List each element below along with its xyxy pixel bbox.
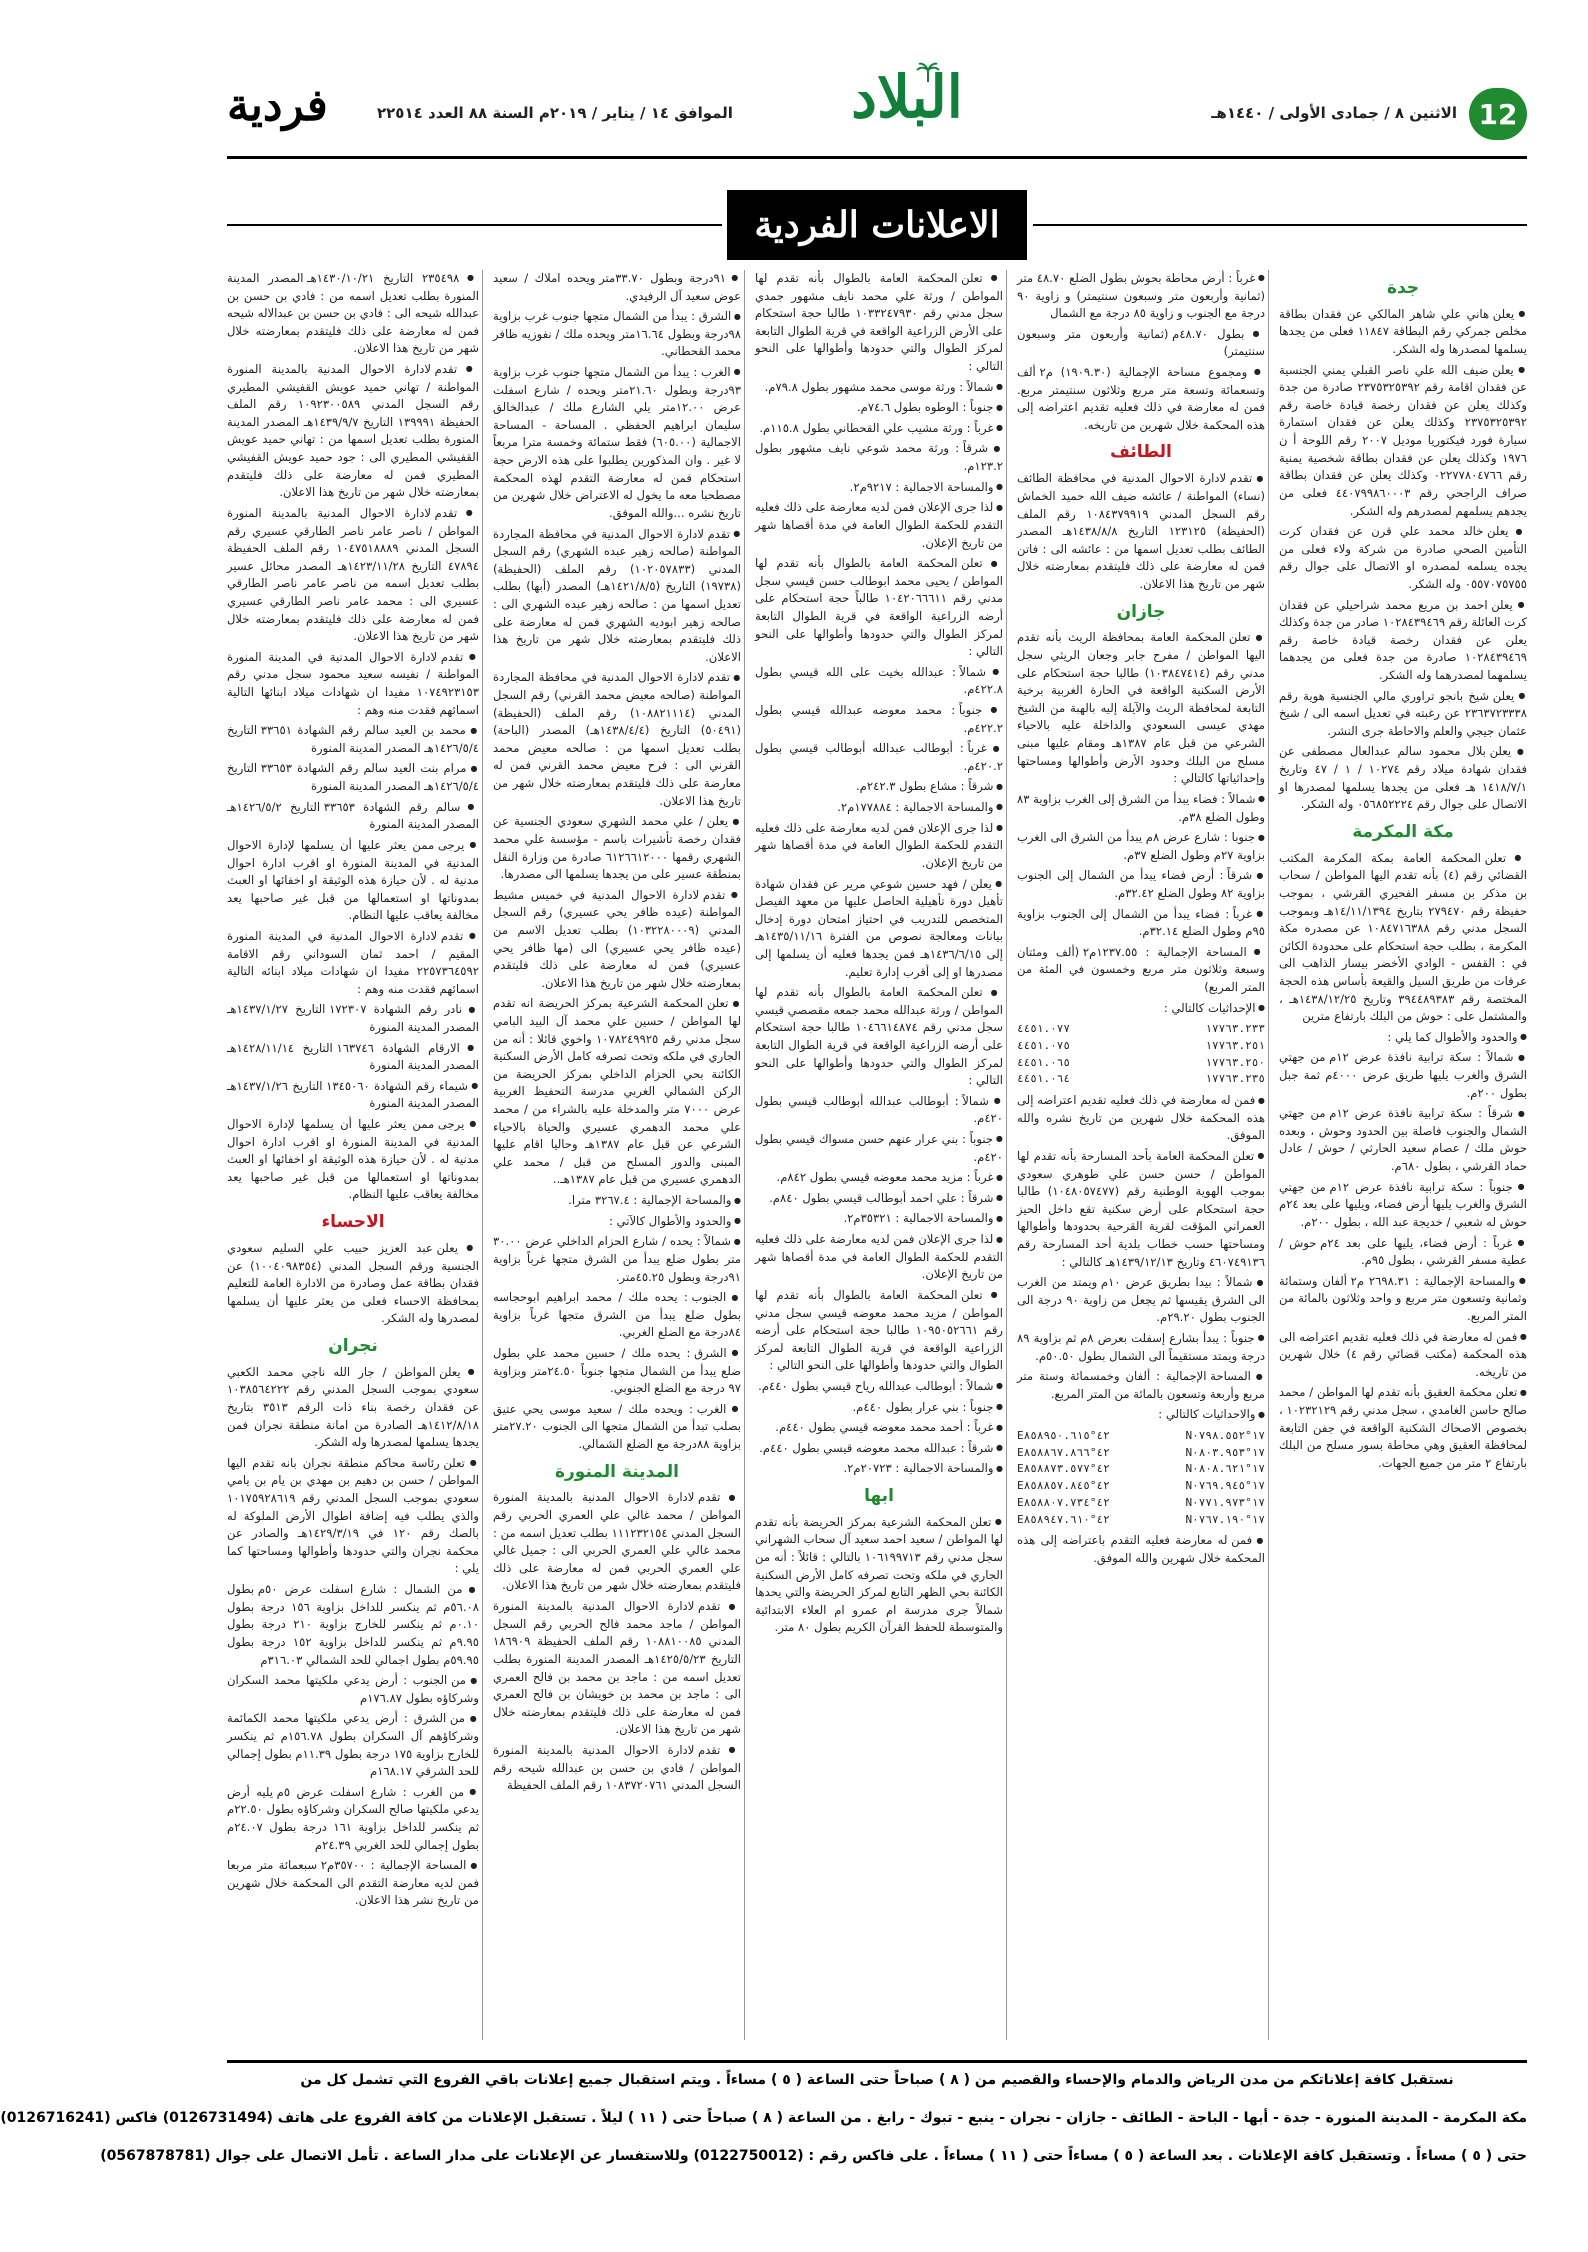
coordinate-value: E٤٢°٨٥٨٨٧٣.٥٧٧ — [1017, 1462, 1110, 1476]
coordinate-value: N١٧°٠٧٦٩.٩٤٥ — [1185, 1479, 1265, 1493]
coordinate-row — [1017, 1055, 1265, 1072]
ad-paragraph: ● والحدود والأطوال كالآتي : — [493, 1213, 741, 1231]
ad-paragraph: ● الشرق : يبدأ من الشمال متجها جنوب غرب بزاوية ٩٨درجة وبطول ١٦.٦٤متر ويحده ملك / نفوزيه ظافر محمد القحطاني. — [493, 308, 741, 361]
column-4 — [493, 270, 741, 2040]
ad-paragraph: ● يعلن / علي محمد الشهري سعودي الجنسية عن فقدان رخصة تأشيرات باسم - مؤسسة علي محمد الشهري رقمها ٦١٢٦٦١٢٠٠٠ صادرة من وزارة النقل بمنطقة عسير على من يجدها يسلمها الى مصدرها. — [493, 813, 741, 883]
region-heading: الطائف — [1110, 442, 1172, 463]
ad-paragraph: ● يعلن / فهد حسين شوعي مرير عن فقدان شهادة تأهيل دورة تأهيلية الحاصل عليها من معهد الفيصل المتخصص للتدريب في احتياز امتحان دورة إدخال بيانات ومعالجة نصوص من الفترة ١٤٣٥/١١/١٦هـ إلى ١٤٣٦/٦/١٥هـ فمن يجدها فعليه أن يسلمها إلى مصدرها او إلى أقرب إدارة تعليم. — [755, 876, 1003, 982]
ad-paragraph: ● يعلن احمد بن مريع محمد شراحيلي عن فقدان كرت العائلة رقم ١٠٢٨٤٣٩٤٦٩ صادر من جدة وكذلك يعلن عن فقدان رخصة قيادة خاصة رقم ١٠٢٨٤٣٩٤٦٩ صادرة من جدة فعلى من يجدهما يسلمهما لمصدرهما وله الشكر. — [1279, 597, 1527, 685]
ad-paragraph: ● يرجى ممن يعثر عليها أن يسلمها لإدارة الاحوال المدنية في المدينة المنورة او اقرب ادارة احوال مدنية له . لأن حيازة هذه الوثيقة او اخفائها او العبث بمدوناتها او استعمالها من قبل غير صاحبها يعد مخالفة يعاقب عليها النظام. — [227, 1116, 479, 1204]
ad-paragraph: ● والمساحة الإجمالية : ٣٢٦٧.٤ مترا. — [493, 1192, 741, 1210]
banner-rule-left — [227, 224, 722, 226]
ad-paragraph: ● لذا جرى الإعلان فمن لديه معارضة على ذلك فعليه التقدم للحكمة الطوال العامة في مدة أقصاها شهر من تاريخ الإعلان. — [755, 499, 1003, 552]
masthead — [227, 63, 1527, 150]
section-title: فردية — [227, 80, 328, 131]
header-rule — [227, 156, 1527, 159]
ad-paragraph: ● ٩١درجة وبطول ٣٣.٧٠متر ويحده املاك / سعيد عوض سعيد آل الرفيدي. — [493, 270, 741, 305]
ad-paragraph: ● يعلن شيخ بانجو تراوري مالي الجنسية هوية رقم ٢٣٦٣٧٢٣٣٣٨ عن رغبته في تعديل اسمه الى / شيخ عثمان جيجي والعلم والاحاطة جرى النشر. — [1279, 688, 1527, 741]
region-heading: الاحساء — [321, 1212, 385, 1233]
footer-rule — [227, 2060, 1527, 2063]
column-divider — [1006, 270, 1007, 2040]
coordinate-value: E٤٢°٨٥٨٨٠٧.٧٣٤ — [1017, 1495, 1110, 1509]
ad-paragraph: ● من الشرق : أرض يدعي ملكيتها محمد الكمائمة وشركاؤهم آل السكران بطول ١٥٦.٧٨م ثم ينكسر للخارج بزاوية ١٧٥ درجة بطول ١١.٣٩م بطول إجمالي للحد الشرقي ١٦٨.١٧م — [227, 1710, 479, 1780]
coordinate-row — [1017, 1428, 1265, 1445]
coordinate-value: ١٧٧٦٣.٢٣٥ — [1205, 1072, 1265, 1086]
coordinate-value: ٤٤٥١.٠٧٥ — [1017, 1038, 1070, 1052]
footer-line-3: حتى ( ٥ ) مساءاً . وتستقبل كافة الإعلانات . بعد الساعة ( ٥ ) مساءاً حتى ( ١١ ) مساءاً . على فاكس رقم : (0122750012) وللاستفسار عن الإعلانات على مدار الساعة . تأمل الاتصال على جوال (0567878781) — [100, 2148, 1527, 2164]
column-3 — [755, 270, 1003, 2040]
ad-paragraph: ● شمالاً : عبدالله بخيت على الله قيسي بطول ٤٢٢.٨م. — [755, 664, 1003, 699]
ad-paragraph: ● المساحة الإجمالية : ١٢٣٧.٥٥م٢ (ألف ومئتان وسبعة وثلاثون متر مربع وخمسون في المئة من المتر المربع) — [1017, 944, 1265, 997]
ad-paragraph: ● من الجنوب : أرض يدعي ملكيتها محمد السكران وشركاؤه بطول ١٧٦.٨٧م — [227, 1672, 479, 1707]
palm-emblem-icon — [915, 62, 941, 82]
coordinate-value: ١٧٧٦٣.٢٣٣ — [1205, 1022, 1265, 1036]
ad-paragraph: ● من الغرب : شارع اسفلت عرض ٥م يليه أرض يدعي ملكيتها صالح السكران وشركاؤه بطول ٢٢.٥٠م ثم ينكسر للداخل بزاوية ١٦١ درجة بطول ٢٤.٠٧م بطول إجمالي للحد الغربي ٢٤.٣٩م — [227, 1784, 479, 1854]
region-heading: جدة — [1386, 278, 1420, 298]
footer-line-2: مكة المكرمة - المدينة المنورة - جدة - أبها - الباحة - الطائف - جازان - نجران - ينبع - تبوك - رابغ . من الساعة ( ٨ ) صباحاً حتى ( ١١ ) ليلاً . تستقبل الإعلانات من كافة الفروع على هاتف (0126731494) فاكس (0126716241) — [0, 2110, 1527, 2126]
coordinate-value: ٤٤٥١.٠٦٥ — [1017, 1055, 1070, 1069]
coordinate-row — [1017, 1038, 1265, 1055]
coordinate-row — [1017, 1461, 1265, 1478]
coordinate-row — [1017, 1512, 1265, 1529]
region-heading: مكة المكرمة — [1352, 821, 1454, 842]
ad-paragraph: ● يعلن ضيف الله علي ناصر القبلي يمني الجنسية عن فقدان اقامة رقم ٢٣٧٥٣٢٥٣٩٢ صادرة من جدة وكذلك يعلن عن فقدان رخصة قيادة خاصة رقم ٢٣٧٥٣٢٥٣٩٢ وكذلك يعلن عن فقدان استمارة سيارة فورد فيكتوريا موديل ٢٠٠٧ رقم اللوحة أ ن ١٩٧٦ وكذلك يعلن عن فقدان بطاقة شخصية يمنية رقم ٠٢٢٧٧٨٠٤٧٦٦ وكذلك يعلن عن فقدان بطاقة صراف الراجحي رقم ٤٤٠٧٩٩٨٦٠٠٠٣ فعلى من يجدهم يسلمهم لمصدرهم وله الشكر. — [1279, 362, 1527, 520]
ads-columns — [227, 270, 1527, 2040]
ad-paragraph: ● يعلن عبد العزيز حبيب علي السليم سعودي الجنسية ورقم السجل المدني (١٠٠٤٠٩٨٣٥٤) عن فقدان بطاقة عمل وصادرة من الادارة العامة للتعليم بمحافظة الاحساء فعلى من يعثر عليها أن يسلمها لمصدرها وله الشكر. — [227, 1240, 479, 1328]
column-divider — [744, 270, 745, 2040]
ad-paragraph: ● تقدم لادارة الاحوال المدنية في خميس مشيط المواطنة (عيده ظافر يحي عسيري) رقم السجل المدني (١٠٣٢٢٨٠٠٠٩) بطلب تعديل الاسم من (عيده ظافر يحي عسيري) الى (مها ظافر يحي عسيري) فمن له معارضة على ذلك فليتقدم بمعارضته خلال شهر من تاريخ هذا الاعلان. — [493, 887, 741, 993]
ad-paragraph: ● جنوباً : بني عرار عنهم حسن مسواك قيسي بطول ٤٢٠م. — [755, 1131, 1003, 1166]
coordinates-table — [1017, 1428, 1265, 1528]
ad-paragraph: ● والمساحة الاجمالية : ٢٠٧٢٣م٢. — [755, 1460, 1003, 1478]
ad-paragraph: ● مرام بنت العيد سالم رقم الشهادة ٣٣٦٥٣ التاريخ ١٤٢٦/٥/٤هـ المصدر المدينة المنورة — [227, 760, 479, 795]
coordinate-value: E٤٢°٨٥٨٩٥٠.٦١٥ — [1017, 1429, 1110, 1443]
footer-line-1: نستقبل كافة إعلاناتكم من مدن الرياض والدمام والإحساء والقصيم من ( ٨ ) صباحاً حتى الساعة ( ٥ ) مساءاً . ويتم استقبال جميع إعلانات باقي الفروع التي تشمل كل من — [300, 2072, 1454, 2088]
ad-paragraph: ● محمد بن العيد سالم رقم الشهادة ٣٣٦٥١ التاريخ ١٤٢٦/٥/٤هـ المصدر المدينة المنورة — [227, 722, 479, 757]
ad-paragraph: ● من الشمال : شارع اسفلت عرض ٥٠م بطول ٥٦.٠٨م ثم ينكسر للداخل بزاوية ١٥٦ درجة بطول ٠.١٠م ثم ينكسر للخارج بزاوية ٢١٠ درجة بطول ٩.٩٥م ثم ينكسر للداخل بزاوية ١٥٢ درجة بطول ٥٩.٩٥م بطول اجمالي للحد الشمالي ٣١٦.٠٣م — [227, 1581, 479, 1669]
ad-paragraph: ● غرباً : أبوطالب عبدالله أبوطالب قيسي بطول ٤٢٠.٢م. — [755, 740, 1003, 775]
ad-paragraph: ● بطول ٤٨.٧٠م (ثمانية وأربعون متر وسبعون سنتيمتر) — [1017, 326, 1265, 361]
ad-paragraph: ● جنوباً : محمد معوضه عبدالله قيسي بطول ٤٢٢.٢م. — [755, 702, 1003, 737]
ad-paragraph: ● تقدم لادارة الاحوال المدنية بالمدينة المنورة المواطنة / تهاني حميد عويش القفيشي المطيري رقم السجل المدني ١٠٩٢٣٠٠٥٨٩ رقم الملف الحفيظة ١٣٩٩٩١ التاريخ ١٤٣٩/٩/٧هـ المصدر المدينة المنورة بطلب تعديل اسمها من : تهاني حميد عويش القفيشي المطيري الى : جود حميد عويش القفيشي المطيري فمن له معارضة على ذلك فليتقدم بمعارضته خلال شهر من تاريخ هذا الاعلان. — [227, 361, 479, 502]
ad-paragraph: ● شمالاً : أبوطالب عبدالله رياح قيسي بطول ٤٤٠م. — [755, 1378, 1003, 1396]
ad-paragraph: ● تعلن المحكمة العامة بالطوال بأنه تقدم لها المواطن / مزيد محمد معوضه قيسي سجل مدني رقم ١٠٩٥٠٥٢٦٦١ طالبا حجة استحكام على أرضه الزراعية الواقعة في قرية الطوال التابعة لمركز الطوال والتي حدودها وأطوالها على النحو التالي : — [755, 1287, 1003, 1375]
ad-paragraph: ● شرقاً : ورثة محمد شوعي نايف مشهور بطول ١٢٣.٢م. — [755, 440, 1003, 475]
ad-paragraph: ● غرباً : فضاء يبدأ من الشمال إلى الجنوب بزاوية ٩٥م وطول الضلع ٣٢.١٤م. — [1017, 906, 1265, 941]
coordinate-value: ٤٤٥١.٠٦٤ — [1017, 1072, 1070, 1086]
ad-paragraph: ● الشرق : يحده ملك / حسين محمد علي بطول ضلع يبدأ من الشمال متجها جنوباً ٢٤.٥٠متر وبزاوية ٩٧ درجة مع الضلع الجنوبي. — [493, 1345, 741, 1398]
ad-paragraph: ● والمساحة الاجمالية : ٩٢١٧م٢. — [755, 479, 1003, 497]
coordinate-value: N١٧°٠٧٦٧.١٩٠ — [1185, 1512, 1265, 1526]
ad-paragraph: ● شرقاً : سكة ترابية نافذة عرض ١٢م من جهتي الشمال والجنوب فاصلة بين الحدود وحوش ، وبعده حوش ملك / عصام سعيد الحارثي / حوش / عادل حماد القرشي ، بطول ٦٨٠م. — [1279, 1105, 1527, 1175]
ad-paragraph: ● والمساحة الاجمالية : ١٧٧٨٨٤م٢. — [755, 799, 1003, 817]
ad-paragraph: ● شرقاً : مشاع بطول ٢٤٢.٣م. — [755, 778, 1003, 796]
ad-paragraph: ● جنوباً : الوطوه بطول ٧٤.٦م. — [755, 399, 1003, 417]
ad-paragraph: ● الغرب : ويحده ملك / سعيد موسى يحي عتيق بصلب تبدأ من الشمال متجها الى الجنوب ٢٧.٢٠متر بزاوية ٨٨درجة مع الضلع الشمالي. — [493, 1401, 741, 1454]
ad-paragraph: ● تقدم لادارة الاحوال المدنية بالمدينة المنورة المواطن / ناصر عامر ناصر الطارقي عسيري رقم السجل المدني ١٠٤٧٥١٨٨٨٩ رقم الملف الحفيظة ٤٧٨٩٤ التاريخ ١٤٢٣/١١/٢٨هـ المصدر محائل عسير بطلب تعديل اسمه من ناصر عامر ناصر الطارقي عسيري الى : محمد عامر ناصر الطارقي عسيري فمن له معارضة على ذلك فليتقدم بمعارضته خلال شهر من تاريخ هذا الاعلان. — [227, 505, 479, 646]
ad-paragraph: ● تعلن المحكمة العامة بالطوال بأنه تقدم لها المواطن / ورثة علي محمد نايف مشهور جمدي سجل مدني رقم ١٠٣٣٢٤٧٩٣٠ طالبا حجة استحكام على الأرض الزراعية الواقعة في قرية الطوال التابعة لمركز الطوال والتي حدودها وأطوالها على النحو التالي : — [755, 270, 1003, 376]
ad-paragraph: ● غرباً : ورثة مشيب علي القحطاني بطول ١١٥.٨م. — [755, 420, 1003, 438]
ad-paragraph: ● فمن له معارضة في ذلك فعليه تقديم اعتراضه إلى هذه المحكمة خلال شهرين من تاريخ نشره والله الموفق. — [1017, 1092, 1265, 1145]
ad-paragraph: ● تعلن المحكمة الشرعية بمركز الحريضة انه تقدم لها المواطن / حسين علي محمد آل البيد البامي سجل مدني رقم ١٠٧٨٢٤٩٩٢٥ واخوي قائلا : أنه من الجاري في ملكه وتحت تصرفه كامل الأرض السكنية الكائنة بحي الحزام الداخلي بمركز الحريضة من الركن الشمالي الغربي مدرسة التحفيظ الغربية عرض ٧٠٠٠ متر والمدخلة عليه بالشراء من / محمد علي محمد الدهمري عسيري والحياة بالاحياء الشرعي عن قبل عام ١٣٨٧هـ وحاليا اقام عليها المبنى والدور المسلح من قبل / محمد علي الدهمري عسيري من قبل عام ١٣٨٧هـ.. — [493, 995, 741, 1189]
ad-paragraph: ● سالم رقم الشهادة ٣٣٦٥٣ التاريخ ١٤٢٦/٥/٢هـ المصدر المدينة المنورة — [227, 799, 479, 834]
ad-paragraph: ● تقدم لادارة الاحوال المدنية بالمدينة المنورة المواطن / محمد غالي علي العمري الحربي رقم السجل المدني ١١١٢٣٢١٥٤ بطلب تعديل اسمه من : محمد غالي علي العمري الحربي الى : جميل غالي علي العمري الحربي فمن له معارضة على ذلك فليتقدم بمعارضته خلال شهر من تاريخ هذا الاعلان. — [493, 1489, 741, 1595]
column-5 — [227, 270, 479, 2040]
ad-paragraph: ● شمالاً : يحده / شارع الحزام الداخلي عرض ٣٠.٠٠ متر بطول ضلع يبدأ من الشرق متجها غرباً بزاوية ٩١درجة وبطول ٤٥.٢٥متر. — [493, 1233, 741, 1286]
coordinate-row — [1017, 1445, 1265, 1462]
ad-paragraph: ● نادر رقم الشهادة ١٧٢٣٠٧ التاريخ ١٤٣٧/١/٢٧هـ المصدر المدينة المنورة — [227, 1001, 479, 1036]
ad-paragraph: ● تعلن المحكمة العامة بمكة المكرمة المكتب القضائي رقم (٤) بأنه تقدم اليها المواطن / سحاب بن مذكر بن مسفر الفحيري القرشي ، بموجب حفيظة رقم ٢٧٩٤٧٠ بتاريخ ١٤/١١/١٣٩٤هـ وبموجب السجل مدني رقم ١٠٨٤٧١٦٣٨٨ عن مصدره مكة المكرمة ، بطلب حجة استحكام على محدودة الكائن في : القفس - الوادي الأخضر بيسار الذاهب الى عرفات من طريق السيل والقيعة بأساس هذه الحجة المختصة رقم ٣٩٤٤٨٩٣٨٣ وتاريخ ١٤٣٨/١٢/٢٥هـ ، والمشتمل على : حوش من البلك بارتفاع مترين — [1279, 850, 1527, 1026]
ad-paragraph: ● تقدم لادارة الاحوال المدنية في محافظة المجاردة المواطنة (صالحه زهير عبده الشهري) رقم السجل المدني (١٠٢٠٥٧٨٣٣) رقم الملف (الحفيظة) (١٩٧٣٨) التاريخ (١٤٢١/٨/٥هـ) المصدر (أبها) بطلب تعديل اسمها من : صالحه زهير عبده الشهري الى : صالحه زهير ابوديه الشهري فمن له معارضة على ذلك فليتقدم بمعارضته خلال شهر من تاريخ هذا الاعلان. — [493, 526, 741, 667]
coordinate-value: E٤٢°٨٥٨٨٦٧.٨٦٦ — [1017, 1445, 1110, 1459]
ad-paragraph: ● المساحة الإجمالية : ألفان وخمسمائة وستة متر مربع وأربعة وتسعون بالمائة من المتر المربع. — [1017, 1368, 1265, 1403]
ad-paragraph: ● جنوباً : يبدأ بشارع إسفلت بعرض ٨م ثم بزاوية ٨٩ درجة ويمتد مستقيماً الى الشمال بطول ٥٠.٥٠م. — [1017, 1330, 1265, 1365]
column-1 — [1279, 270, 1527, 2040]
ad-paragraph: ● غرباً : أحمد محمد معوضه قيسي بطول ٤٤٠م. — [755, 1419, 1003, 1437]
ad-paragraph: ● الارقام الشهادة ١٦٣٧٤٦ التاريخ ١٤٢٨/١١/١٤هـ المصدر المدينة المنورة — [227, 1040, 479, 1075]
coordinate-value: E٤٢°٨٥٨٩٤٧.٦١٠ — [1017, 1512, 1110, 1526]
ad-paragraph: ● جنوباً : سكة ترابية نافذة عرض ١٢م من جهتي الشرق والغرب يليها أرض فضاء، ويليها على بعد ٢٤م حوش له شعبي / خديجة عبد الله ، بطول ٢٠٠م. — [1279, 1179, 1527, 1232]
ad-paragraph: ● يرجى ممن يعثر عليها أن يسلمها لإدارة الاحوال المدنية في المدينة المنورة او اقرب ادارة احوال مدنية له . لأن حيازة هذه الوثيقة او اخفائها او العبث بمدوناتها او استعمالها من قبل غير صاحبها يعد مخالفة يعاقب عليها النظام. — [227, 837, 479, 925]
ad-paragraph: ● تعلن المحكمة العامة بمحافظة الريث بأنه تقدم اليها المواطن / مفرح جابر وجعان الريثي سجل مدني رقم (١٠٣٨٤٧٤١٤) طالبا حجة استحكام على الأرض السكنية الواقعة في الحارة الغربية برخية التابعة لمحافظة الريث والآيلة إليه بالهبة من الشيخ مهدي عيسى السعودي والداخلة عليه بالاحياء الشرعي من قبل عام ١٣٨٧هـ ومقام عليها مبنى مسلح من البلك وحدود الأرض وأطوالها ومساحتها وإحداثياتها كالتالي : — [1017, 629, 1265, 787]
ad-paragraph: ● شمالاً : أبوطالب عبدالله أبوطالب قيسي بطول ٤٢٠م. — [755, 1093, 1003, 1128]
ad-paragraph: ● تعلن المحكمة العامة بالطوال بأنه تقدم لها المواطن / يحيى محمد ابوطالب حسن قيسي سجل مدني رقم ١٠٤٢٠٦٦٦١١ طالباً حجة استحكام على أرضه الزراعية الواقعة في قرية الطوال التابعة لمركز الطوال والتي حدودها وأطوالها على النحو التالي : — [755, 555, 1003, 661]
ad-paragraph: ● الغرب : يبدأ من الشمال متجها جنوب غرب بزاوية ٩٣درجة وبطول ٢١.٦٠متر ويحده / شارع اسفلت عرض ١٢.٠٠متر يلي الشارع ملك / عبدالخالق سليمان ابراهيم الحفظي . المساحة - المساحة الاجمالية (٦٠٥.٠٠) فقط ستمائة وخمسة مترا مربعاً لا غير . وان المذكورين يطلبوا على هذه الارض حجة استحكام فمن له معارضة التقدم لهذه المحكمة مصطحبا معه ما يخول له الاعتراض خلال شهرين من تاريخ نشره ...والله الموفق. — [493, 364, 741, 522]
ad-paragraph: ● تقدم لادارة الاحوال المدنية في محافظة الطائف (نساء) المواطنة / عائشه ضيف الله حميد الخماش رقم السجل المدني ١٠٨٤٣٧٩٩١٩ رقم الملف (الحفيظة) ١٢٣١٢٥ التاريخ ١٤٣٨/٨/٨هـ المصدر الطائف بطلب تعديل اسمها من : عائشه الى : فاتن فمن له معارضة على ذلك فليتقدم بمعارضته خلال شهر من تاريخ هذا الاعلان. — [1017, 470, 1265, 593]
ad-paragraph: ● والمساحة الإجمالية : ٢٦٩٨.٣١ م٢ ألفان وستمائة وثمانية وتسعون متر مربع و واحد وثلاثون بالمائة من المتر المربع. — [1279, 1273, 1527, 1326]
coordinate-value: N١٧°٠٧٧١.٩٧٣ — [1185, 1495, 1265, 1509]
ad-paragraph: ● فمن له معارضة فعليه التقدم باعتراضه إلى هذه المحكمة خلال شهرين والله الموفق. — [1017, 1532, 1265, 1567]
ad-paragraph: ● غرباً : أرض محاطة بحوش بطول الضلع ٤٨.٧٠ متر (ثمانية وأربعون متر وسبعون سنتيمتر) و زاوية ٩٠ درجة مع الجنوب و زاوية ٨٥ درجة مع الشمال — [1017, 270, 1265, 323]
coordinate-value: N١٧°٠٨٠٣.٩٥٣ — [1185, 1445, 1265, 1459]
column-2 — [1017, 270, 1265, 2040]
coordinate-row — [1017, 1495, 1265, 1512]
ad-paragraph: ● تقدم لادارة الاحوال المدنية في المدينة المنورة المقيم / احمد ثمان السوداني رقم الاقامة ٢٢٥٧٣٦٤٥٩٢ مفيدا ان شهادات ميلاد ابنائه التالية اسمائهم فقدت منه وهم : — [227, 928, 479, 998]
ad-paragraph: ● والاحداثيات كالتالي : — [1017, 1406, 1265, 1424]
ad-paragraph: ● لذا جرى الإعلان فمن لديه معارضة على ذلك فعليه التقدم للحكمة الطوال العامة في مدة أقصاها شهر من تاريخ الإعلان. — [755, 1231, 1003, 1284]
region-heading: المدينة المنورة — [554, 1461, 679, 1482]
ad-paragraph: ● تقدم لادارة الاحوال المدنية في المدينة المنورة المواطنة / نفيسه سعيد محمود سجل مدني رقم ١٠٧٤٩٢٣١٥٣ مفيدا ان شهادات ميلاد ابنائها التالية اسمائهم فقدت منه وهم : — [227, 649, 479, 719]
ad-paragraph: ● تعلن رئاسة محاكم منطقة نجران بانه تقدم اليها المواطن / حسن بن دهيم بن مهدي بن يام بن يامي سعودي بموجب السجل المدني رقم ١٠١٧٥٩٢٨٦١٩ والذي يطلب فيه إضافة اطوال الأرض الملوكة له بالصك رقم ١٢٠ في ١٤٢٩/٣/١٩هـ والصادر عن محكمة نجران والتي حدودها وأطوالها ومساحتها كما يلي : — [227, 1455, 479, 1578]
ad-paragraph: ● والمساحة الاجمالية : ٣٥٣٢١م٢. — [755, 1210, 1003, 1228]
newspaper-logo — [827, 63, 987, 158]
ad-paragraph: ● تعلن المحكمة العامة بأحد المسارحة بأنه تقدم لها المواطن / حسن حسن علي طوهري سعودي بموجب الهوية الوطنية رقم (١٠٤٨٠٥٧٤٧٧) طالبا حجة استحكام على أرض سكنية تقع داخل الحيز العمراني المؤقت لقرية القرحية بحدودها وأطوالها ومساحتها حسب خطاب بلدية أحد المسارحة رقم ٤٦٠٧٤٩١٣٦ وتاريخ ١٤٣٩/١٢/١٣هـ كالتالي : — [1017, 1148, 1265, 1271]
ad-paragraph: ● شيماء رقم الشهادة ١٣٤٥٠٦٠ التاريخ ١٤٣٧/١/٢٦هـ المصدر المدينة المنورة — [227, 1078, 479, 1113]
ad-paragraph: ● غرباً : مزيد محمد معوضه قيسي بطول ٨٤٢م. — [755, 1169, 1003, 1187]
coordinate-value: N١٧°٠٧٩٨.٥٥٢ — [1185, 1429, 1265, 1443]
ad-paragraph: ● شمالاً : فضاء يبدأ من الشرق إلى الغرب بزاوية ٨٣ وطول الضلع ٣٨م. — [1017, 791, 1265, 826]
ad-paragraph: ● ٢٣٥٤٩٨ التاريخ ١٤٣٠/١٠/٢١هـ المصدر المدينة المنورة بطلب تعديل اسمه من : فادي بن حسن بن عبدالله شيحه الى : فادي بن حسن بن عبدالاله شيحه فمن له معارضة على ذلك فليتقدم بمعارضته خلال شهر من تاريخ هذا الاعلان. — [227, 270, 479, 358]
banner-rule-right — [1033, 224, 1527, 226]
ad-paragraph: ● يعلن هاني علي شاهر المالكي عن فقدان بطاقة مخلص جمركي رقم البطاقة ١١٨٤٧ فعلى من يجدها يسلمها لمصدرها وله الشكر. — [1279, 306, 1527, 359]
ad-paragraph: ● شمالاً : سكة ترابية نافذة عرض ١٢م من جهتي الشرق والغرب يليها طريق عرض ٤٠٠٠م ثمة جبل بطول ٢٠٠م. — [1279, 1049, 1527, 1102]
ad-paragraph: ● جنوباً : بني عرار بطول ٤٤٠م. — [755, 1399, 1003, 1417]
ad-paragraph: ● تعلن المحكمة العامة بالطوال بأنه تقدم لها المواطن / ورثة عبدالله محمد جمعه مقصصي قيسي سجل مدني رقم ١٠٤٦٦١٤٨٧٤ طالبا حجة استحكام على أرضه الزراعية الواقعة في قرية الطوال التابعة لمركز الطوال والتي حدودها وأطوالها على النحو التالي : — [755, 984, 1003, 1090]
coordinate-value: ٤٤٥١.٠٧٧ — [1017, 1022, 1070, 1036]
ad-paragraph: ● فمن له معارضة في ذلك فعليه تقديم اعتراضه الى هذه المحكمة (مكتب قضائي رقم ٤) خلال شهرين من تاريخه. — [1279, 1329, 1527, 1382]
ad-paragraph: ● تعلن المحكمة الشرعية بمركز الحريضة بأنه تقدم لها المواطن / سعيد احمد سعيد آل سحاب الشهراني سجل مدني رقم ١٠٦١٩٩٧١٣ بالتالي : قائلاً : أنه من الجاري في ملكه وتحت تصرفه كامل الأرض السكنية الكائنة بحي الظهر التابع لمركز الحريضة والتي يحدها شمالاً جرى مدرسة ام عمرو ام العلاء الابتدائية والمتوسطة للحفظ القرآن الكريم بطول ٨٠ متر. — [755, 1514, 1003, 1637]
ad-paragraph: ● تعلن محكمة العقيق بأنه تقدم لها المواطن / محمد صالح حاسن الغامدي ، سجل مدني رقم ١٠٢٣٢١٢٩ ، بخصوص الاصحاك الشكنية الواقعة في جفن التابعة لمحافظة العقيق وهي محاطة بسور مسلح من البلك بارتفاع ٢ متر من جميع الجهات. — [1279, 1384, 1527, 1472]
region-heading: ابها — [864, 1486, 894, 1506]
gregorian-date: الموافق ١٤ / يناير / ٢٠١٩م السنة ٨٨ العدد ٢٢٥١٤ — [377, 104, 733, 122]
coordinate-value: ١٧٧٦٣.٢٥٠ — [1205, 1055, 1265, 1069]
ad-paragraph: ● شمالاً : ورثة موسى محمد مشهور بطول ٧٩.٨م. — [755, 379, 1003, 397]
logo-text: البلاد — [851, 63, 963, 131]
ad-paragraph: ● والحدود والأطوال كما يلي : — [1279, 1029, 1527, 1047]
column-divider — [1268, 270, 1269, 2040]
coordinate-value: E٤٢°٨٥٨٨٥٧.٨٤٥ — [1017, 1479, 1110, 1493]
ad-paragraph: ● شرقاً : علي احمد أبوطالب قيسي بطول ٨٤٠م. — [755, 1190, 1003, 1208]
region-heading: جازان — [1116, 601, 1166, 622]
ad-paragraph: ● يعلن بلال محمود سالم عبدالعال مصطفى عن فقدان شهادة ميلاد رقم ١٠٢٧٤ / ١ / ٤٧ وتاريخ ١٤١٨/٧/١ هـ فعلى من يجدها يسلمها لمصدرها او الاتصال على جوال رقم ٠٥٦٨٥٢٢٢٤ وله الشكر. — [1279, 743, 1527, 813]
coordinate-row — [1017, 1478, 1265, 1495]
ad-paragraph: ● تقدم لادارة الاحوال المدنية بالمدينة المنورة المواطن / فادي بن حسن بن عبدالله شيحه رقم السجل المدني ١٠٨٣٧٢٠٧٦١ رقم الملف الحفيظة — [493, 1742, 741, 1795]
hijri-date: الاثنين ٨ / جمادى الأولى / ١٤٤٠هـ — [1211, 104, 1457, 122]
coordinate-value: ١٧٧٦٣.٢٥١ — [1205, 1038, 1265, 1052]
page-number: 12 — [1469, 88, 1527, 140]
ad-paragraph: ● لذا جرى الإعلان فمن لديه معارضة على ذلك فعليه التقدم للحكمة الطوال العامة في مدة أقصاها شهر من تاريخ الإعلان. — [755, 820, 1003, 873]
coordinates-table — [1017, 1021, 1265, 1088]
ad-paragraph: ● شمالاً : بيدا بطريق عرض ١٠م ويمتد من الغرب الى الشرق يقيسها ثم يجعل من زاوية ٩٠ درجة الى الجنوب بطول ٢٩.٢٠م. — [1017, 1274, 1265, 1327]
ad-paragraph: ● جنوبا : شارع عرض ٨م يبدأ من الشرق الى الغرب بزاوية ٢٧م وطول الضلع ٣٧م. — [1017, 829, 1265, 864]
ad-paragraph: ● يعلن المواطن / جار الله ناجي محمد الكعبي سعودي بموجب السجل المدني رقم ١٠٣٨٥٦٤٢٢٢ عن فقدان رخصة بناء ذات الرقم ٣٥١٣ بتاريخ ١٤١٢/٨/١٨هـ الصادرة من امانة منطقة نجران فمن يجدها يسلمها لمصدرها وله الشكر. — [227, 1364, 479, 1452]
ad-paragraph: ● الإحداثيات كالتالي : — [1017, 1000, 1265, 1018]
ad-paragraph: ● ومجموع مساحة الإجمالية (١٩٠٩.٣٠) م٢ ألف وتسعمائة وتسعة متر مربع وثلاثون سنتيمتر مربع. فمن له معارضة في ذلك فعليه تقديم اعتراضه إلى هذه المحكمة خلال شهرين من تاريخه. — [1017, 364, 1265, 434]
ad-paragraph: ● المساحة الإجمالية : ٣٥٧٠٠م٢ سبعمائة متر مربعا فمن لديه معارضة التقدم الى المحكمة خلال شهرين من تاريخ نشر هذا الاعلان. — [227, 1857, 479, 1910]
ad-paragraph: ● شرقاً : أرض فضاء يبدأ من الشمال إلى الجنوب بزاوية ٨٢ وطول الضلع ٣٢.٤٢م. — [1017, 867, 1265, 902]
coordinate-value: N١٧°٠٨٠٨.٦٢١ — [1185, 1462, 1265, 1476]
ad-paragraph: ● غرباً : أرض فضاء، يليها على بعد ٢٤م حوش / عطية مسفر القرشي ، بطول ٩٥م. — [1279, 1235, 1527, 1270]
ad-paragraph: ● شرقاً : عبدالله محمد معوضه قيسي بطول ٤٤٠م. — [755, 1440, 1003, 1458]
region-heading: نجران — [328, 1335, 378, 1356]
footer-contact-info — [0, 2060, 1527, 2200]
ad-paragraph: ● تقدم لادارة الاحوال المدنية في محافظة المجاردة المواطنة (صالحه معيض محمد القرني) رقم السجل المدني (١٠٨٨٢١١١٤) رقم الملف (الحفيظة) (٥٠٤٩١) التاريخ (١٤٣٨/٤/٤هـ) المصدر (الباحة) بطلب تعديل اسمها من : صالحه معيض محمد القرني الى : فرح معيض محمد القرني فمن له معارضة على ذلك فليتقدم بمعارضته خلال شهر من تاريخ هذا الاعلان. — [493, 669, 741, 810]
ad-paragraph: ● الجنوب : يحده ملك / محمد ابراهيم ابوحجاسه بطول ضلع يبدأ من الشرق متجها غرباً بزاوية ٨٤درجة مع الضلع الغربي. — [493, 1289, 741, 1342]
coordinate-row — [1017, 1021, 1265, 1038]
ad-paragraph: ● تقدم لادارة الاحوال المدنية بالمدينة المنورة المواطن / ماجد محمد فالح الحربي رقم السجل المدني ١٠٨٨١٠٠٨٥ رقم الملف الحفيظة ١٨٦٩٠٩ التاريخ ١٤٢٥/٥/٢٣هـ المصدر المدينة المنورة بطلب تعديل اسمه من : ماجد بن محمد بن فالح العمري الى : ماجد بن محمد بن خويشان بن فالح العمري فمن له معارضة على ذلك فليتقدم بمعارضته خلال شهر من تاريخ هذا الاعلان. — [493, 1598, 741, 1739]
classifieds-banner: الاعلانات الفردية — [727, 190, 1027, 260]
coordinate-row — [1017, 1071, 1265, 1088]
column-divider — [482, 270, 483, 2040]
ad-paragraph: ● يعلن خالد محمد علي قرن عن فقدان كرت التأمين الصحي صادرة من شركة ولاء فعلى من يجده يسلمه لمصدره او الاتصال على جوال رقم ٠٥٥٧٠٧٥٧٥٥ وله الشكر. — [1279, 523, 1527, 593]
